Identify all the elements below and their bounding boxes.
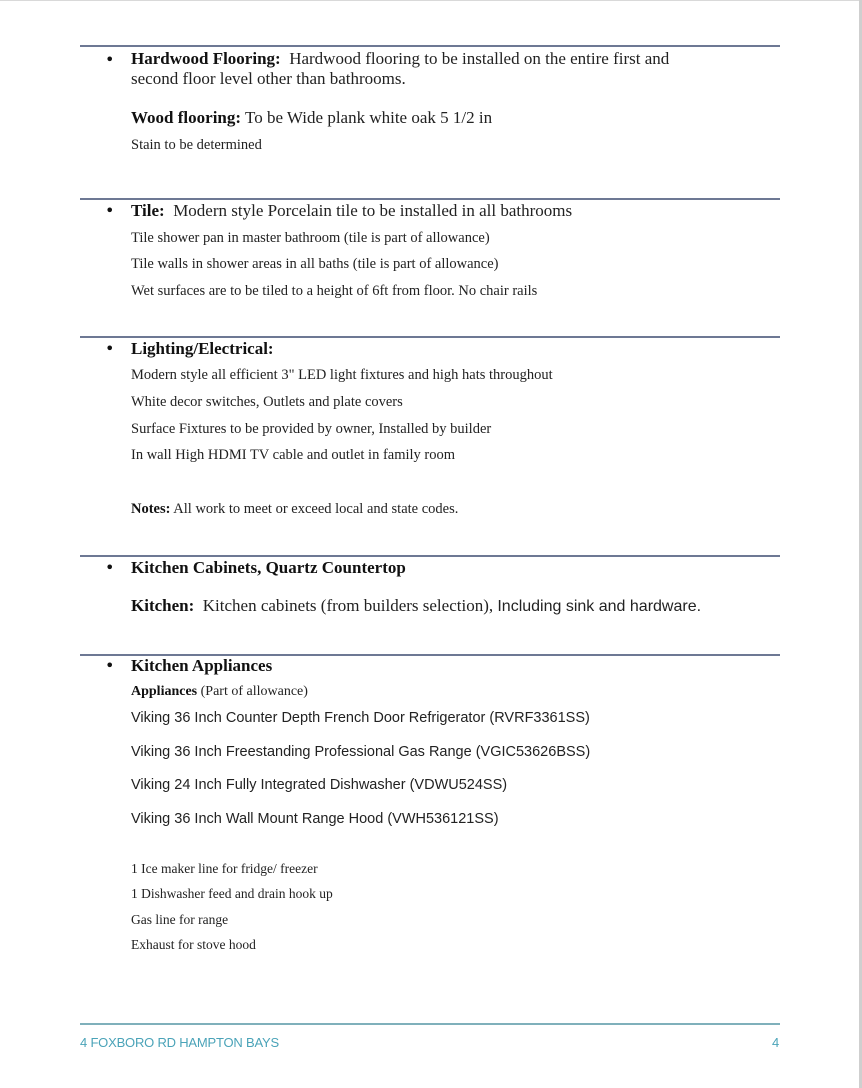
appliances-sub <box>131 684 308 700</box>
hardwood-text-2: second floor level other than bathrooms. <box>131 69 406 88</box>
page-number: 4 <box>772 1035 780 1050</box>
cabinets-heading-text: Kitchen Cabinets, Quartz Countertop <box>131 558 406 577</box>
cabinets-heading <box>131 558 406 578</box>
section-divider <box>80 198 780 200</box>
appliance-item: Viking 24 Inch Fully Integrated Dishwasher (VDWU524SS) <box>131 777 508 793</box>
hardwood-text-1: Hardwood flooring to be installed on the entire first and <box>289 49 670 68</box>
appliance-item: Viking 36 Inch Counter Depth French Door Refrigerator (RVRF3361SS) <box>131 710 590 726</box>
wood-flooring-line <box>131 108 492 128</box>
appliances-label: Appliances <box>131 684 198 699</box>
appliance-item: Viking 36 Inch Freestanding Professional Gas Range (VGIC53626BSS) <box>131 744 591 760</box>
hardwood-heading: Hardwood Flooring: <box>131 49 281 68</box>
hookup-item: 1 Ice maker line for fridge/ freezer <box>131 861 318 876</box>
bullet-icon: • <box>105 339 115 358</box>
appliance-item: Viking 36 Inch Wall Mount Range Hood (VWH536121SS) <box>131 811 499 827</box>
lighting-detail: White decor switches, Outlets and plate covers <box>131 394 403 410</box>
lighting-notes <box>131 501 458 518</box>
section-divider <box>80 45 780 47</box>
kitchen-label: Kitchen: <box>131 596 195 615</box>
appliances-heading-text: Kitchen Appliances <box>131 656 273 675</box>
tile-detail: Wet surfaces are to be tiled to a height of 6ft from floor. No chair rails <box>131 283 538 299</box>
kitchen-text: Kitchen cabinets (from builders selection), <box>202 596 494 615</box>
bullet-icon: • <box>105 50 115 69</box>
tile-detail: Tile walls in shower areas in all baths (tile is part of allowance) <box>131 256 499 272</box>
notes-label: Notes: <box>131 501 171 517</box>
wood-flooring-label: Wood flooring: <box>131 108 242 127</box>
hookup-item: 1 Dishwasher feed and drain hook up <box>131 886 333 901</box>
section-divider <box>80 555 780 557</box>
stain-note: Stain to be determined <box>131 137 262 153</box>
footer-address: 4 FOXBORO RD HAMPTON BAYS <box>80 1035 279 1050</box>
hookup-item: Gas line for range <box>131 912 229 927</box>
tile-text: Modern style Porcelain tile to be installed in all bathrooms <box>173 201 573 220</box>
lighting-heading <box>131 339 274 359</box>
lighting-detail: Surface Fixtures to be provided by owner, Installed by builder <box>131 421 492 437</box>
lighting-heading-text: Lighting/Electrical: <box>131 339 274 358</box>
tile-heading: Tile: <box>131 201 165 220</box>
page-top-edge <box>0 0 862 1</box>
hardwood-line-1 <box>131 49 669 69</box>
section-divider <box>80 336 780 338</box>
lighting-detail: In wall High HDMI TV cable and outlet in family room <box>131 447 456 463</box>
appliances-allowance: (Part of allowance) <box>200 684 308 699</box>
footer-divider <box>80 1023 780 1025</box>
appliances-heading <box>131 656 272 676</box>
lighting-detail: Modern style all efficient 3" LED light fixtures and high hats throughout <box>131 367 553 383</box>
tile-line-1 <box>131 201 572 221</box>
tile-detail: Tile shower pan in master bathroom (tile is part of allowance) <box>131 230 490 246</box>
bullet-icon: • <box>105 201 115 220</box>
bullet-icon: • <box>105 656 115 675</box>
bullet-icon: • <box>105 558 115 577</box>
hookup-item: Exhaust for stove hood <box>131 937 256 952</box>
kitchen-line <box>131 596 701 616</box>
wood-flooring-text: To be Wide plank white oak 5 1/2 in <box>245 108 493 127</box>
notes-text: All work to meet or exceed local and state codes. <box>173 501 459 517</box>
kitchen-text-sans: Including sink and hardware. <box>497 598 702 615</box>
